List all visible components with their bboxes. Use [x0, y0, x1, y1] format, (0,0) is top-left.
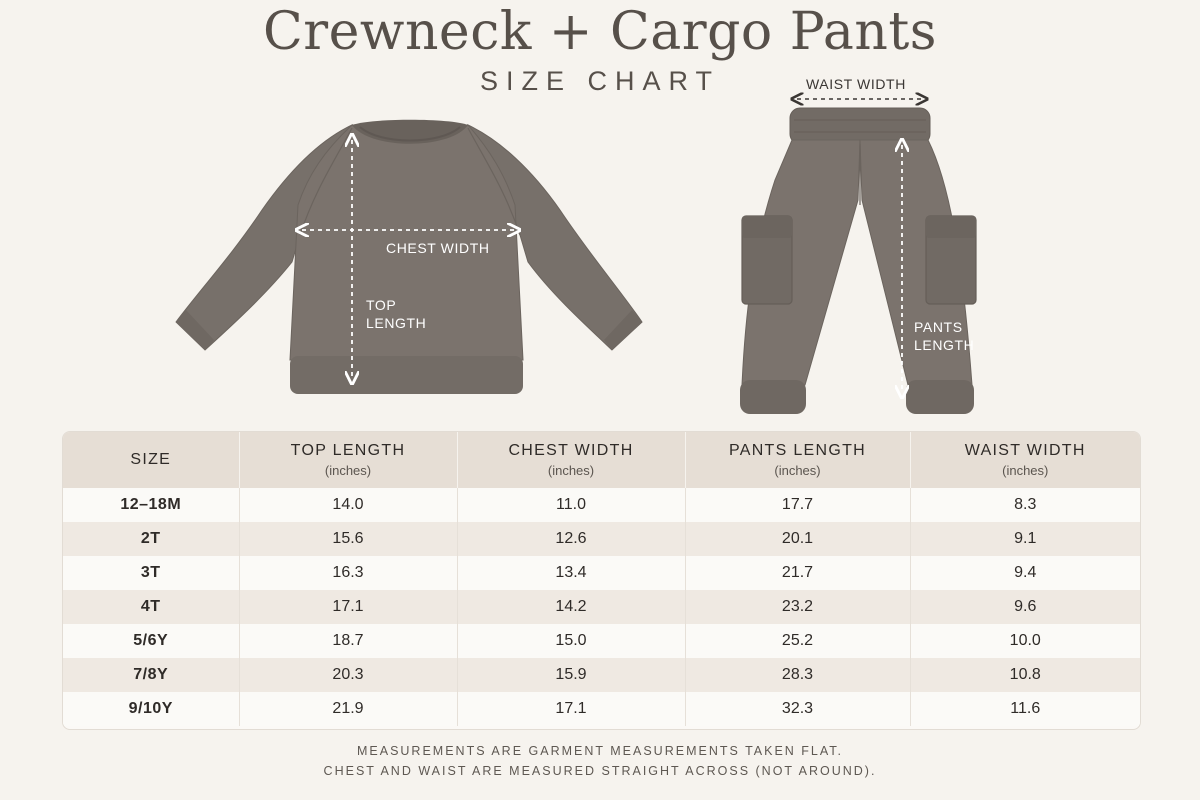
chest-width-cell: 12.6 [457, 522, 685, 556]
waist-width-cell: 9.4 [910, 556, 1140, 590]
pants-length-cell: 32.3 [685, 692, 910, 726]
table-row [63, 488, 1140, 522]
table-row [63, 556, 1140, 590]
top-length-cell: 17.1 [239, 590, 457, 624]
size-cell: 5/6Y [133, 632, 169, 649]
top-length-label-line2: LENGTH [366, 315, 427, 331]
top-length-cell: 14.0 [239, 488, 457, 522]
crewneck-sweatshirt [176, 120, 642, 394]
waist-width-cell: 9.1 [910, 522, 1140, 556]
chest-width-label: CHEST WIDTH [386, 240, 490, 256]
page-title: Crewneck + Cargo Pants [263, 2, 937, 62]
pants-length-cell: 17.7 [685, 488, 910, 522]
footer-note-line2: CHEST AND WAIST ARE MEASURED STRAIGHT ACROSS (NOT AROUND). [323, 764, 877, 778]
waist-width-cell: 8.3 [910, 488, 1140, 522]
size-cell: 12–18M [120, 496, 182, 513]
column-header-pants-length: PANTS LENGTH (inches) [685, 432, 910, 488]
table-row [63, 624, 1140, 658]
cargo-pants [740, 108, 976, 414]
top-length-cell: 15.6 [239, 522, 457, 556]
waist-width-cell: 10.0 [910, 624, 1140, 658]
size-cell: 7/8Y [133, 666, 169, 683]
waist-width-cell: 9.6 [910, 590, 1140, 624]
table-row [63, 692, 1140, 726]
pants-length-cell: 28.3 [685, 658, 910, 692]
pants-length-cell: 23.2 [685, 590, 910, 624]
chest-width-cell: 15.0 [457, 624, 685, 658]
pants-length-cell: 21.7 [685, 556, 910, 590]
top-length-cell: 21.9 [239, 692, 457, 726]
top-length-label-line1: TOP [366, 297, 397, 313]
footer-note-line1: MEASUREMENTS ARE GARMENT MEASUREMENTS TAKEN FLAT. [356, 744, 844, 758]
size-cell: 3T [140, 564, 161, 581]
chest-width-cell: 14.2 [457, 590, 685, 624]
pants-length-cell: 20.1 [685, 522, 910, 556]
top-length-cell: 16.3 [239, 556, 457, 590]
page-subtitle: SIZE CHART [479, 66, 721, 96]
table-row [63, 522, 1140, 556]
column-header-top-length: TOP LENGTH (inches) [239, 432, 457, 488]
table-row [63, 658, 1140, 692]
column-header-chest-width: CHEST WIDTH (inches) [457, 432, 685, 488]
chest-width-cell: 11.0 [457, 488, 685, 522]
chest-width-cell: 17.1 [457, 692, 685, 726]
top-length-cell: 18.7 [239, 624, 457, 658]
top-length-cell: 20.3 [239, 658, 457, 692]
size-cell: 9/10Y [128, 700, 173, 717]
pants-length-cell: 25.2 [685, 624, 910, 658]
waist-width-cell: 11.6 [910, 692, 1140, 726]
chest-width-cell: 15.9 [457, 658, 685, 692]
column-header-size: SIZE [63, 432, 239, 488]
chest-width-cell: 13.4 [457, 556, 685, 590]
waist-width-cell: 10.8 [910, 658, 1140, 692]
waist-width-label: WAIST WIDTH [806, 76, 906, 92]
column-header-waist-width: WAIST WIDTH (inches) [910, 432, 1140, 488]
size-cell: 2T [140, 530, 161, 547]
table-header-row [63, 432, 1140, 488]
size-table [62, 431, 1141, 730]
table-row [63, 590, 1140, 624]
pants-length-label-line2: LENGTH [914, 337, 975, 353]
pants-length-label-line1: PANTS [914, 319, 963, 335]
size-cell: 4T [140, 598, 161, 615]
